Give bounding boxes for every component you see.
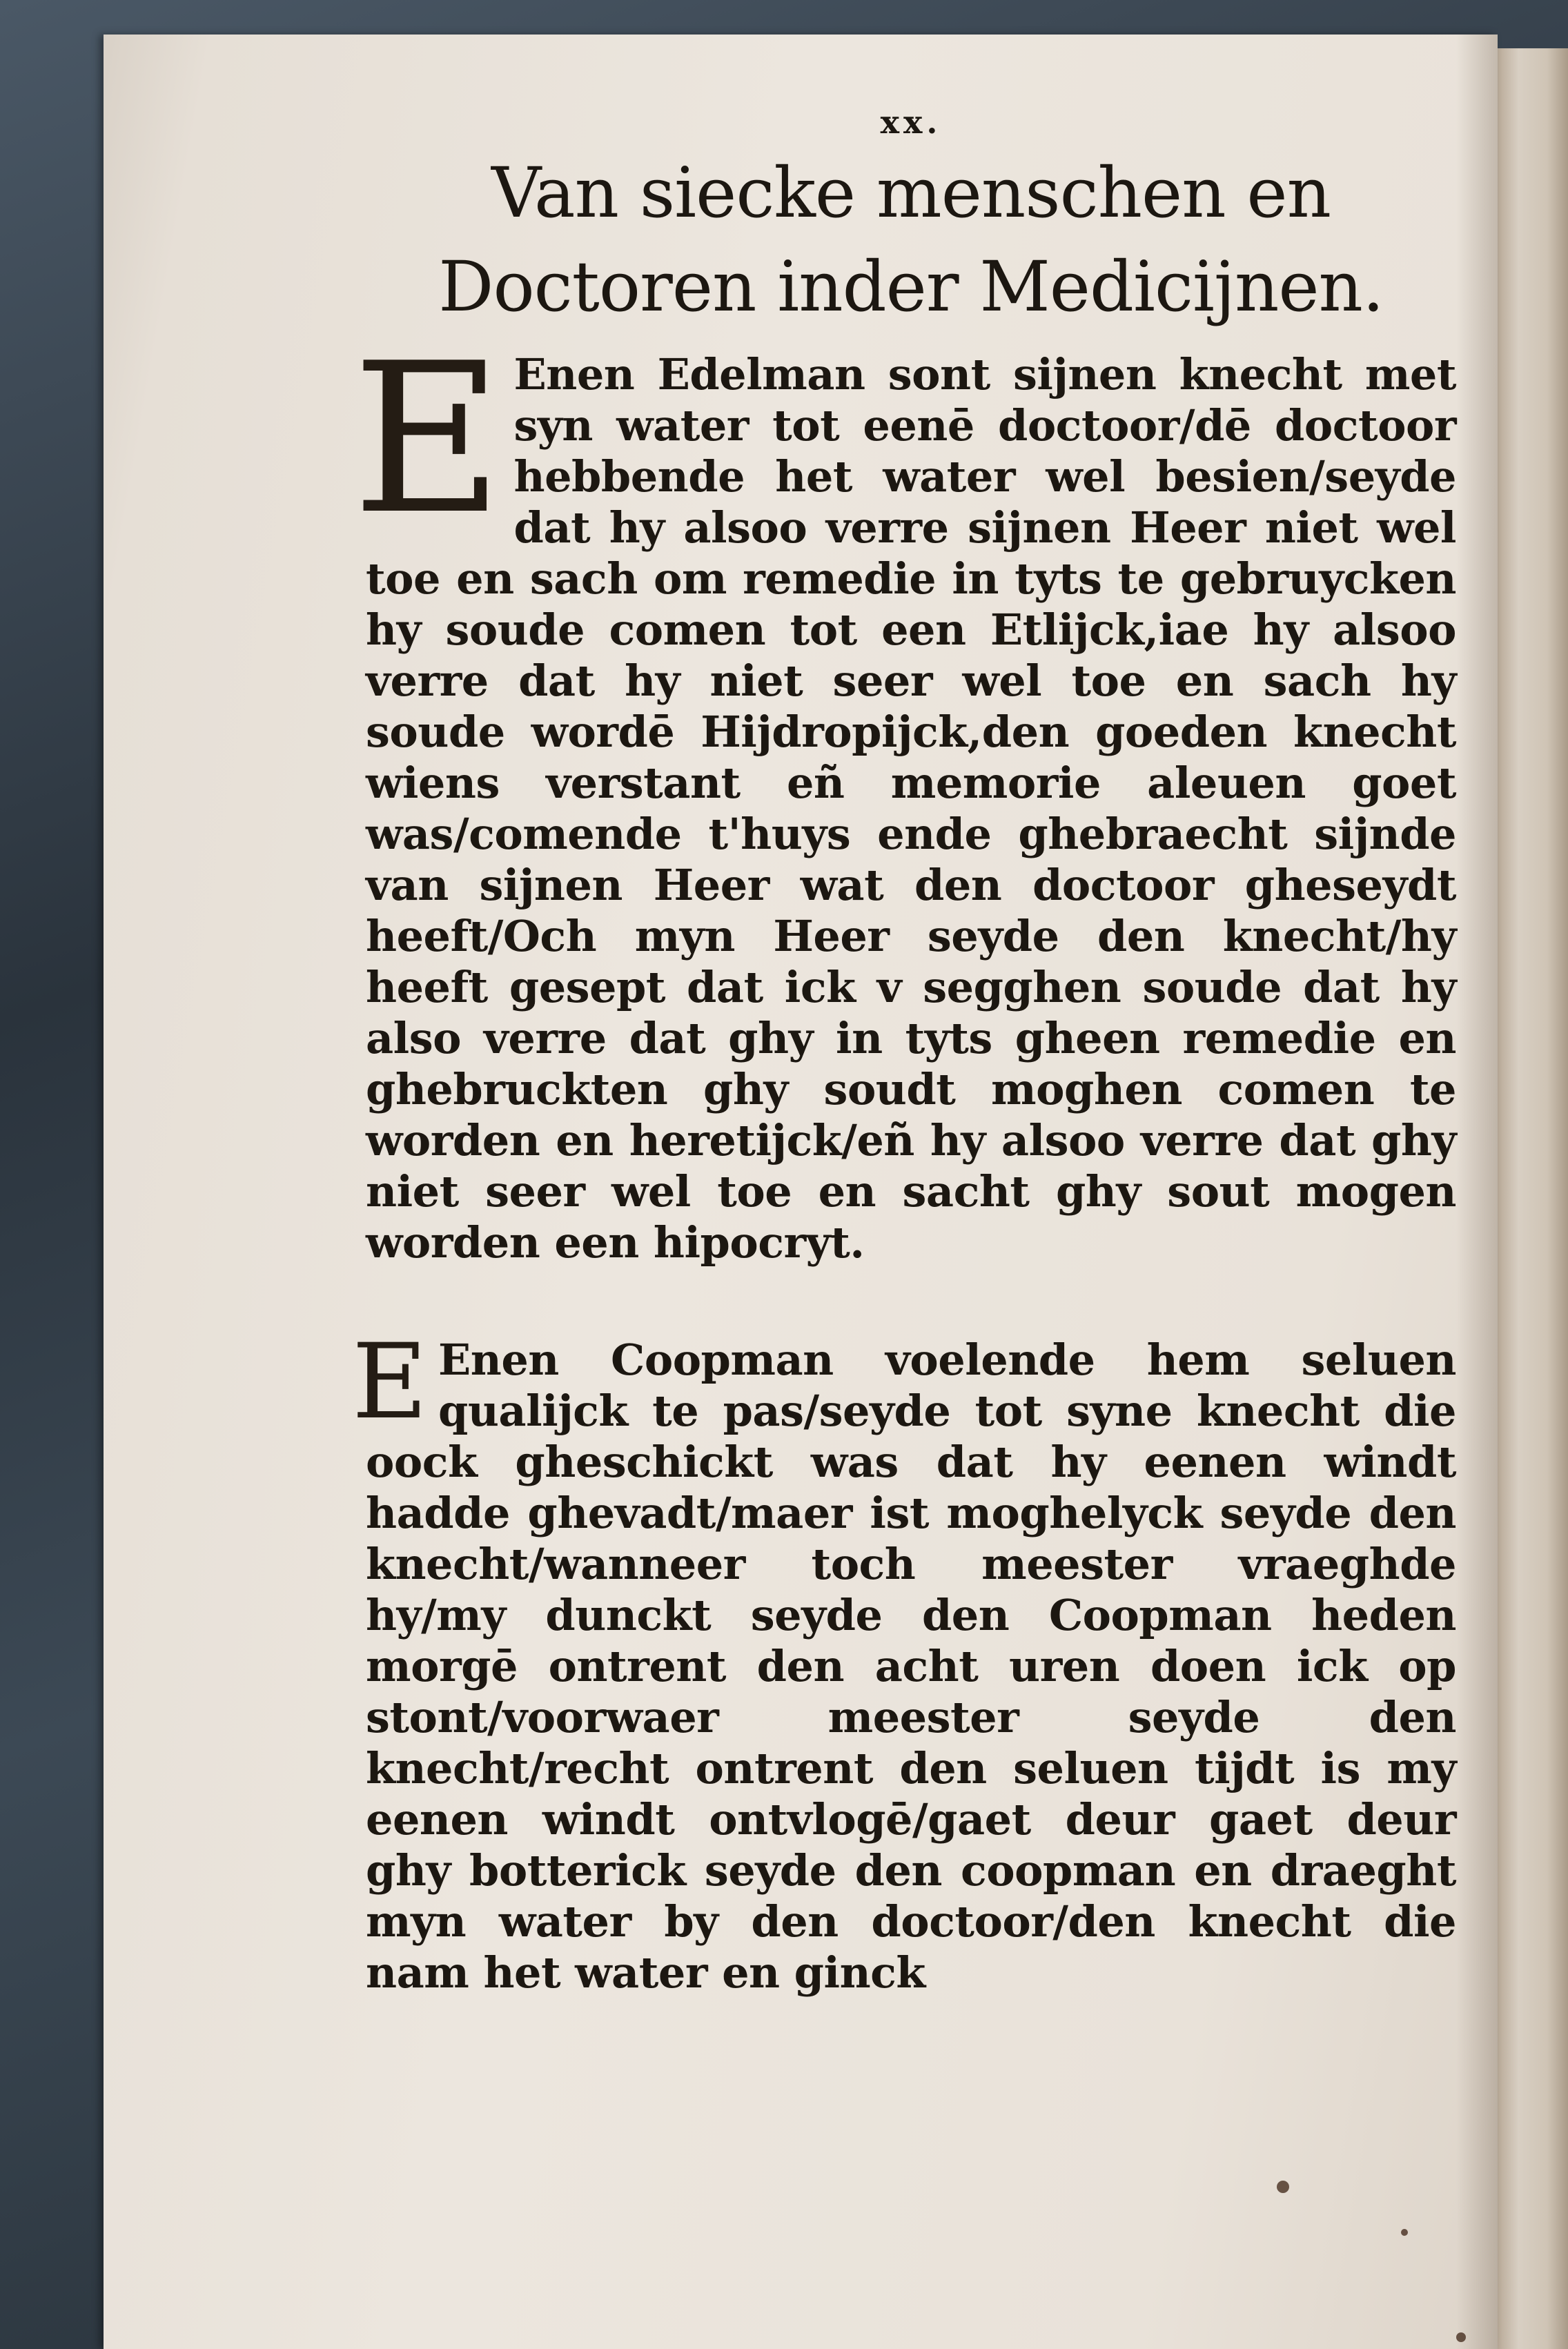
facing-page-edge (1498, 48, 1568, 2349)
page-number: xx. (880, 104, 942, 141)
paragraph-2 (352, 1322, 1456, 1998)
paragraph-1-text: Enen Edelman sont sijnen knecht met syn water tot eenē doctoor/dē doctoor hebbende het water wel besien/seyde dat hy alsoo verre sijnen Heer niet wel toe en sach om remedie in tyts te gebruycken hy soude comen tot een Etlijck,iae hy alsoo verre dat hy niet seer wel toe en sach hy soude wordē Hijdropijck,den goeden knecht wiens verstant eñ memorie aleuen goet was/comende t'huys ende ghebraecht sijnde van sijnen Heer wat den doctoor gheseydt heeft/Och myn Heer seyde den knecht/hy heeft gesept dat ick v segghen soude dat hy also verre dat ghy in tyts gheen remedie en ghebruckten ghy soudt moghen comen te worden en heretijck/eñ hy alsoo verre dat ghy niet seer wel toe en sacht ghy sout mogen worden een hipocryt. (366, 349, 1456, 1268)
paragraph-1 (352, 319, 1456, 1268)
ink-stain (1277, 2181, 1289, 2193)
drop-cap-initial: E (352, 319, 503, 560)
drop-cap-initial: E (352, 1322, 427, 1442)
chapter-title: Van siecke menschen en Doctoren inder Medicijnen. (438, 153, 1384, 327)
spine-shadow (1456, 35, 1498, 2349)
paragraph-2-text: Enen Coopman voelende hem seluen qualijck te pas/seyde tot syne knecht die oock gheschickt was dat hy eenen windt hadde ghevadt/maer ist moghelyck seyde den knecht/wanneer toch meester vraeghde hy/my dunckt seyde den Coopman heden morgē ontrent den acht uren doen ick op stont/voorwaer meester seyde den knecht/recht ontrent den seluen tijdt is my eenen windt ontvlogē/gaet deur gaet deur ghy botterick seyde den coopman en draeght myn water by den doctoor/den knecht die nam het water en ginck (366, 1335, 1456, 1998)
ink-stain (1401, 2229, 1408, 2236)
page-content (352, 104, 1456, 1998)
